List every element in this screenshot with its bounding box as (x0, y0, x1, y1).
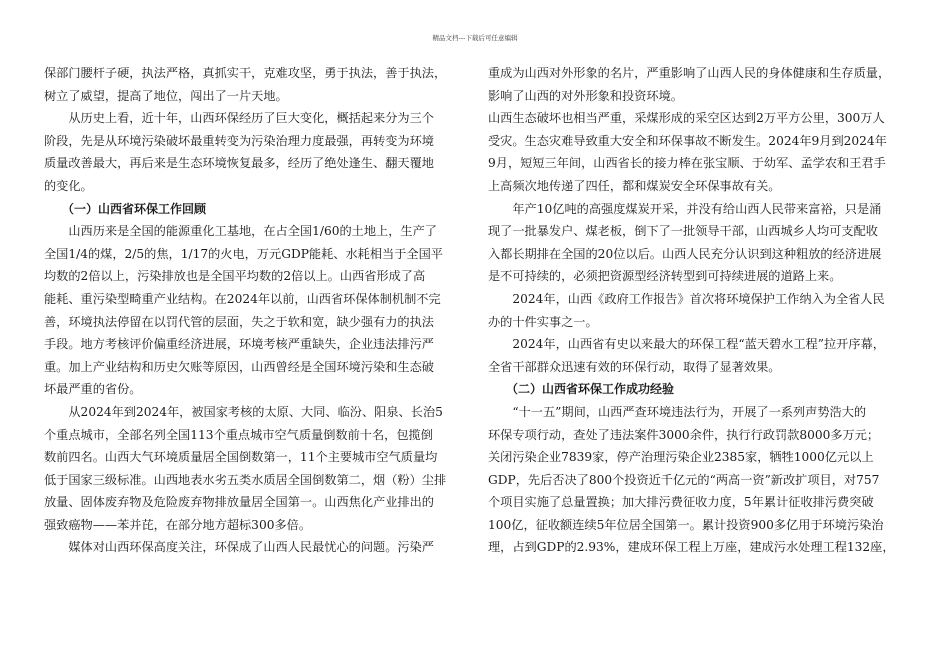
text-line: 均数的2倍以上，污染排放也是全国平均数的2倍以上。山西省形成了高 (44, 269, 426, 284)
text-line: 环保专项行动，查处了违法案件3000余件，执行行政罚款8000多万元； (488, 427, 880, 442)
text-line: 质量改善最大，再后来是生态环境恢复最多，经历了绝处逢生、翻天覆地 (44, 156, 434, 171)
text-line: 现了一批暴发户、煤老板，倒下了一批领导干部，山西城乡人均可支配收 (488, 224, 878, 239)
text-line: 低于国家三级标准。山西地表水劣五类水质居全国倒数第二，烟（粉）尘排 (44, 472, 447, 487)
text-line: 的变化。 (44, 178, 93, 193)
text-line: 从历史上看，近十年，山西环保经历了巨大变化，概括起来分为三个 (44, 111, 434, 126)
text-line: 手段。地方考核评价偏重经济进展，环境考核严重缺失，企业违法排污严 (44, 337, 434, 352)
section-heading: （二）山西省环保工作成功经验 (488, 382, 675, 397)
text-line: 数前四名。山西大气环境质量居全国倒数第一，11个主要城市空气质量均 (44, 450, 438, 465)
text-line: 2024年，山西《政府工作报告》首次将环境保护工作纳入为全省人民 (488, 291, 885, 306)
left-column (44, 62, 464, 559)
text-line: 个项目实施了总量置换；加大排污费征收力度，5年累计征收排污费突破 (488, 495, 874, 510)
text-line: 关闭污染企业7839家，停产治理污染企业2385家，牺牲1000亿元以上 (488, 450, 874, 465)
text-line: 理，占到GDP的2.93%，建成环保工程上万座，建成污水处理工程132座， (488, 540, 895, 555)
text-line: 强致癌物——苯并芘，在部分地方超标300多倍。 (44, 517, 312, 532)
text-line: GDP，先后否决了800个投资近千亿元的“两高一资”新改扩项目，对757 (488, 472, 880, 487)
text-line: 重。加上产业结构和历史欠账等原因，山西曾经是全国环境污染和生态破 (44, 359, 434, 374)
text-line: 受灾。生态灾难导致重大安全和环保事故不断发生。2024年9月到2024年 (488, 133, 887, 148)
text-line: 善，环境执法停留在以罚代管的层面，失之于软和宽，缺少强有力的执法 (44, 314, 434, 329)
text-line: 年产10亿吨的高强度煤炭开采，并没有给山西人民带来富裕，只是涌 (488, 201, 882, 216)
text-line: 个重点城市，全部名列全国113个重点城市空气质量倒数前十名，包揽倒 (44, 427, 433, 442)
text-line: 是不可持续的，必须把资源型经济转型到可持续进展的道路上来。 (488, 269, 842, 284)
text-line: “十一五”期间，山西严查环境违法行为，开展了一系列声势浩大的 (488, 404, 867, 419)
text-line: 影响了山西的对外形象和投资环境。 (488, 88, 683, 103)
text-line: 山西历来是全国的能源重化工基地，在占全国1/60的土地上，生产了 (44, 224, 437, 239)
text-line: 重成为山西对外形象的名片，严重影响了山西人民的身体健康和生存质量， (488, 66, 891, 80)
text-line: 阶段，先是从环境污染破坏最重转变为污染治理力度最强，再转变为环境 (44, 133, 434, 148)
text-line: 媒体对山西环保高度关注，环保成了山西人民最忧心的问题。污染严 (44, 540, 434, 555)
text-line: 100亿，征收额连续5年位居全国第一。累计投资900多亿用于环境污染治 (488, 517, 884, 532)
right-column (488, 62, 908, 559)
text-line: 放量、固体废弃物及危险废弃物排放量居全国第一。山西焦化产业排出的 (44, 495, 434, 510)
text-line: 能耗、重污染型畸重产业结构。在2024年以前，山西省环保体制机制不完 (44, 291, 441, 306)
text-line: 全国1/4的煤，2/5的焦，1/17的火电，万元GDP能耗、水耗相当于全国平 (44, 246, 443, 261)
text-line: 山西生态破坏也相当严重，采煤形成的采空区达到2万平方公里，300万人 (488, 111, 885, 126)
text-line: 树立了威望，提高了地位，闯出了一片天地。 (44, 88, 288, 103)
text-line: 2024年，山西省有史以来最大的环保工程“蓝天碧水工程”拉开序幕， (488, 337, 885, 352)
text-line: 保部门腰杆子硬，执法严格，真抓实干，克难攻坚，勇于执法，善于执法， (44, 66, 447, 80)
text-line: 从2024年到2024年，被国家考核的太原、大同、临汾、阳泉、长治5 (44, 404, 443, 419)
text-line: 坏最严重的省份。 (44, 382, 142, 397)
text-line: 9月，短短三年间，山西省长的接力棒在张宝顺、于幼军、孟学农和王君手 (488, 156, 886, 171)
text-line: 办的十件实事之一。 (488, 314, 598, 329)
text-line: 入都长期排在全国的20位以后。山西人民充分认识到这种粗放的经济进展 (488, 246, 882, 261)
page-header: 精品文档---下载后可任意编辑 (432, 34, 518, 42)
text-line: 全省干部群众迅速有效的环保行动，取得了显著效果。 (488, 359, 781, 374)
section-heading: （一）山西省环保工作回顾 (44, 201, 207, 216)
text-line: 上高频次地传递了四任，都和煤炭安全环保事故有关。 (488, 178, 781, 193)
